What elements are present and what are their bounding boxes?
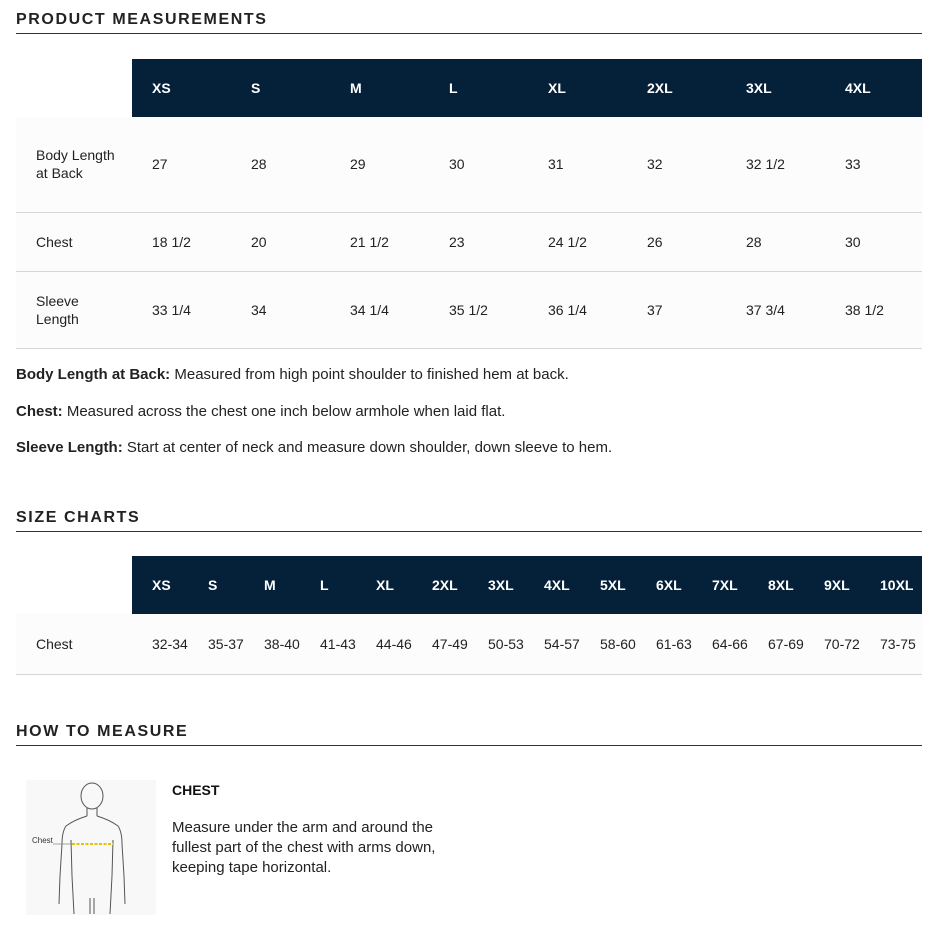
measurement-cell: 34 [251, 301, 267, 318]
measurement-cell: 33 1/4 [152, 301, 191, 318]
size-header: S [188, 556, 244, 614]
size-chart-table [16, 556, 922, 675]
chest-range-cell: 73-75 [880, 635, 916, 652]
measurement-cell: 36 1/4 [548, 301, 587, 318]
measurement-cell: 28 [746, 233, 762, 250]
size-header: 9XL [804, 556, 860, 614]
chest-range-cell: 61-63 [656, 635, 692, 652]
chest-range-cell: 47-49 [432, 635, 468, 652]
note-term: Chest: [16, 403, 63, 420]
figure-label: Chest [32, 836, 53, 845]
person-outline-icon [26, 780, 156, 915]
section-title-product-measurements: PRODUCT MEASUREMENTS [16, 11, 922, 34]
measure-instructions: Measure under the arm and around the fullest part of the chest with arms down, keeping tape horizontal. [172, 819, 436, 876]
measurement-cell: 31 [548, 156, 564, 173]
note-text: Start at center of neck and measure down shoulder, down sleeve to hem. [122, 439, 613, 456]
size-header: 7XL [692, 556, 748, 614]
chest-range-cell: 70-72 [824, 635, 860, 652]
size-header: XL [356, 556, 412, 614]
chest-range-cell: 54-57 [544, 635, 580, 652]
measurement-cell: 26 [647, 233, 663, 250]
measurement-cell: 38 1/2 [845, 301, 884, 318]
measurement-cell: 30 [845, 233, 861, 250]
table-row [16, 614, 922, 674]
measurement-cell: 29 [350, 156, 366, 173]
size-header: XS [132, 59, 231, 117]
size-header: 5XL [580, 556, 636, 614]
product-measurements-table [16, 59, 922, 349]
chest-range-cell: 67-69 [768, 635, 804, 652]
measurement-cell: 33 [845, 156, 861, 173]
measurement-cell: 27 [152, 156, 168, 173]
measurement-cell: 32 [647, 156, 663, 173]
measurement-cell: 18 1/2 [152, 233, 191, 250]
measurement-cell: 24 1/2 [548, 233, 587, 250]
size-header: 8XL [748, 556, 804, 614]
measurement-cell: 37 3/4 [746, 301, 785, 318]
section-title-how-to-measure: HOW TO MEASURE [16, 723, 922, 746]
size-header: M [330, 59, 429, 117]
size-header: 2XL [412, 556, 468, 614]
row-label-chest: Chest [36, 635, 73, 652]
chest-range-cell: 44-46 [376, 635, 412, 652]
size-header: 3XL [468, 556, 524, 614]
note-body-length [16, 366, 569, 383]
size-header: 6XL [636, 556, 692, 614]
measurement-cell: 21 1/2 [350, 233, 389, 250]
row-label-sleeve-length: Sleeve Length [36, 292, 79, 327]
row-label-chest: Chest [36, 233, 73, 250]
note-text: Measured from high point shoulder to finished hem at back. [170, 366, 569, 383]
measure-heading: CHEST [172, 782, 220, 798]
measurement-cell: 20 [251, 233, 267, 250]
chest-range-cell: 50-53 [488, 635, 524, 652]
size-header: XS [132, 556, 188, 614]
chest-range-cell: 38-40 [264, 635, 300, 652]
note-sleeve-length [16, 439, 612, 456]
size-header: 10XL [860, 556, 922, 614]
size-header: 4XL [524, 556, 580, 614]
table-row [16, 212, 922, 271]
size-header: XL [528, 59, 627, 117]
chest-measure-illustration [26, 780, 156, 915]
note-term: Sleeve Length: [16, 439, 123, 456]
size-header-row [16, 59, 922, 117]
note-chest [16, 403, 505, 420]
measurement-cell: 37 [647, 301, 663, 318]
chest-range-cell: 32-34 [152, 635, 188, 652]
measurement-cell: 23 [449, 233, 465, 250]
section-title-size-charts: SIZE CHARTS [16, 509, 922, 532]
header-corner [16, 59, 132, 117]
note-text: Measured across the chest one inch below armhole when laid flat. [62, 403, 506, 420]
measurement-cell: 34 1/4 [350, 301, 389, 318]
size-header: 3XL [726, 59, 825, 117]
table-row [16, 271, 922, 348]
size-header: 2XL [627, 59, 726, 117]
size-header: M [244, 556, 300, 614]
size-header-row [16, 556, 922, 614]
chest-range-cell: 41-43 [320, 635, 356, 652]
header-corner [16, 556, 132, 614]
row-label-body-length: Body Length at Back [36, 147, 115, 182]
measurement-cell: 35 1/2 [449, 301, 488, 318]
chest-range-cell: 35-37 [208, 635, 244, 652]
measurement-cell: 32 1/2 [746, 156, 785, 173]
measurement-cell: 28 [251, 156, 267, 173]
size-header: L [429, 59, 528, 117]
size-header: 4XL [825, 59, 922, 117]
size-header: L [300, 556, 356, 614]
note-term: Body Length at Back: [16, 366, 171, 383]
chest-range-cell: 64-66 [712, 635, 748, 652]
table-row [16, 117, 922, 212]
measurement-cell: 30 [449, 156, 465, 173]
chest-range-cell: 58-60 [600, 635, 636, 652]
size-header: S [231, 59, 330, 117]
